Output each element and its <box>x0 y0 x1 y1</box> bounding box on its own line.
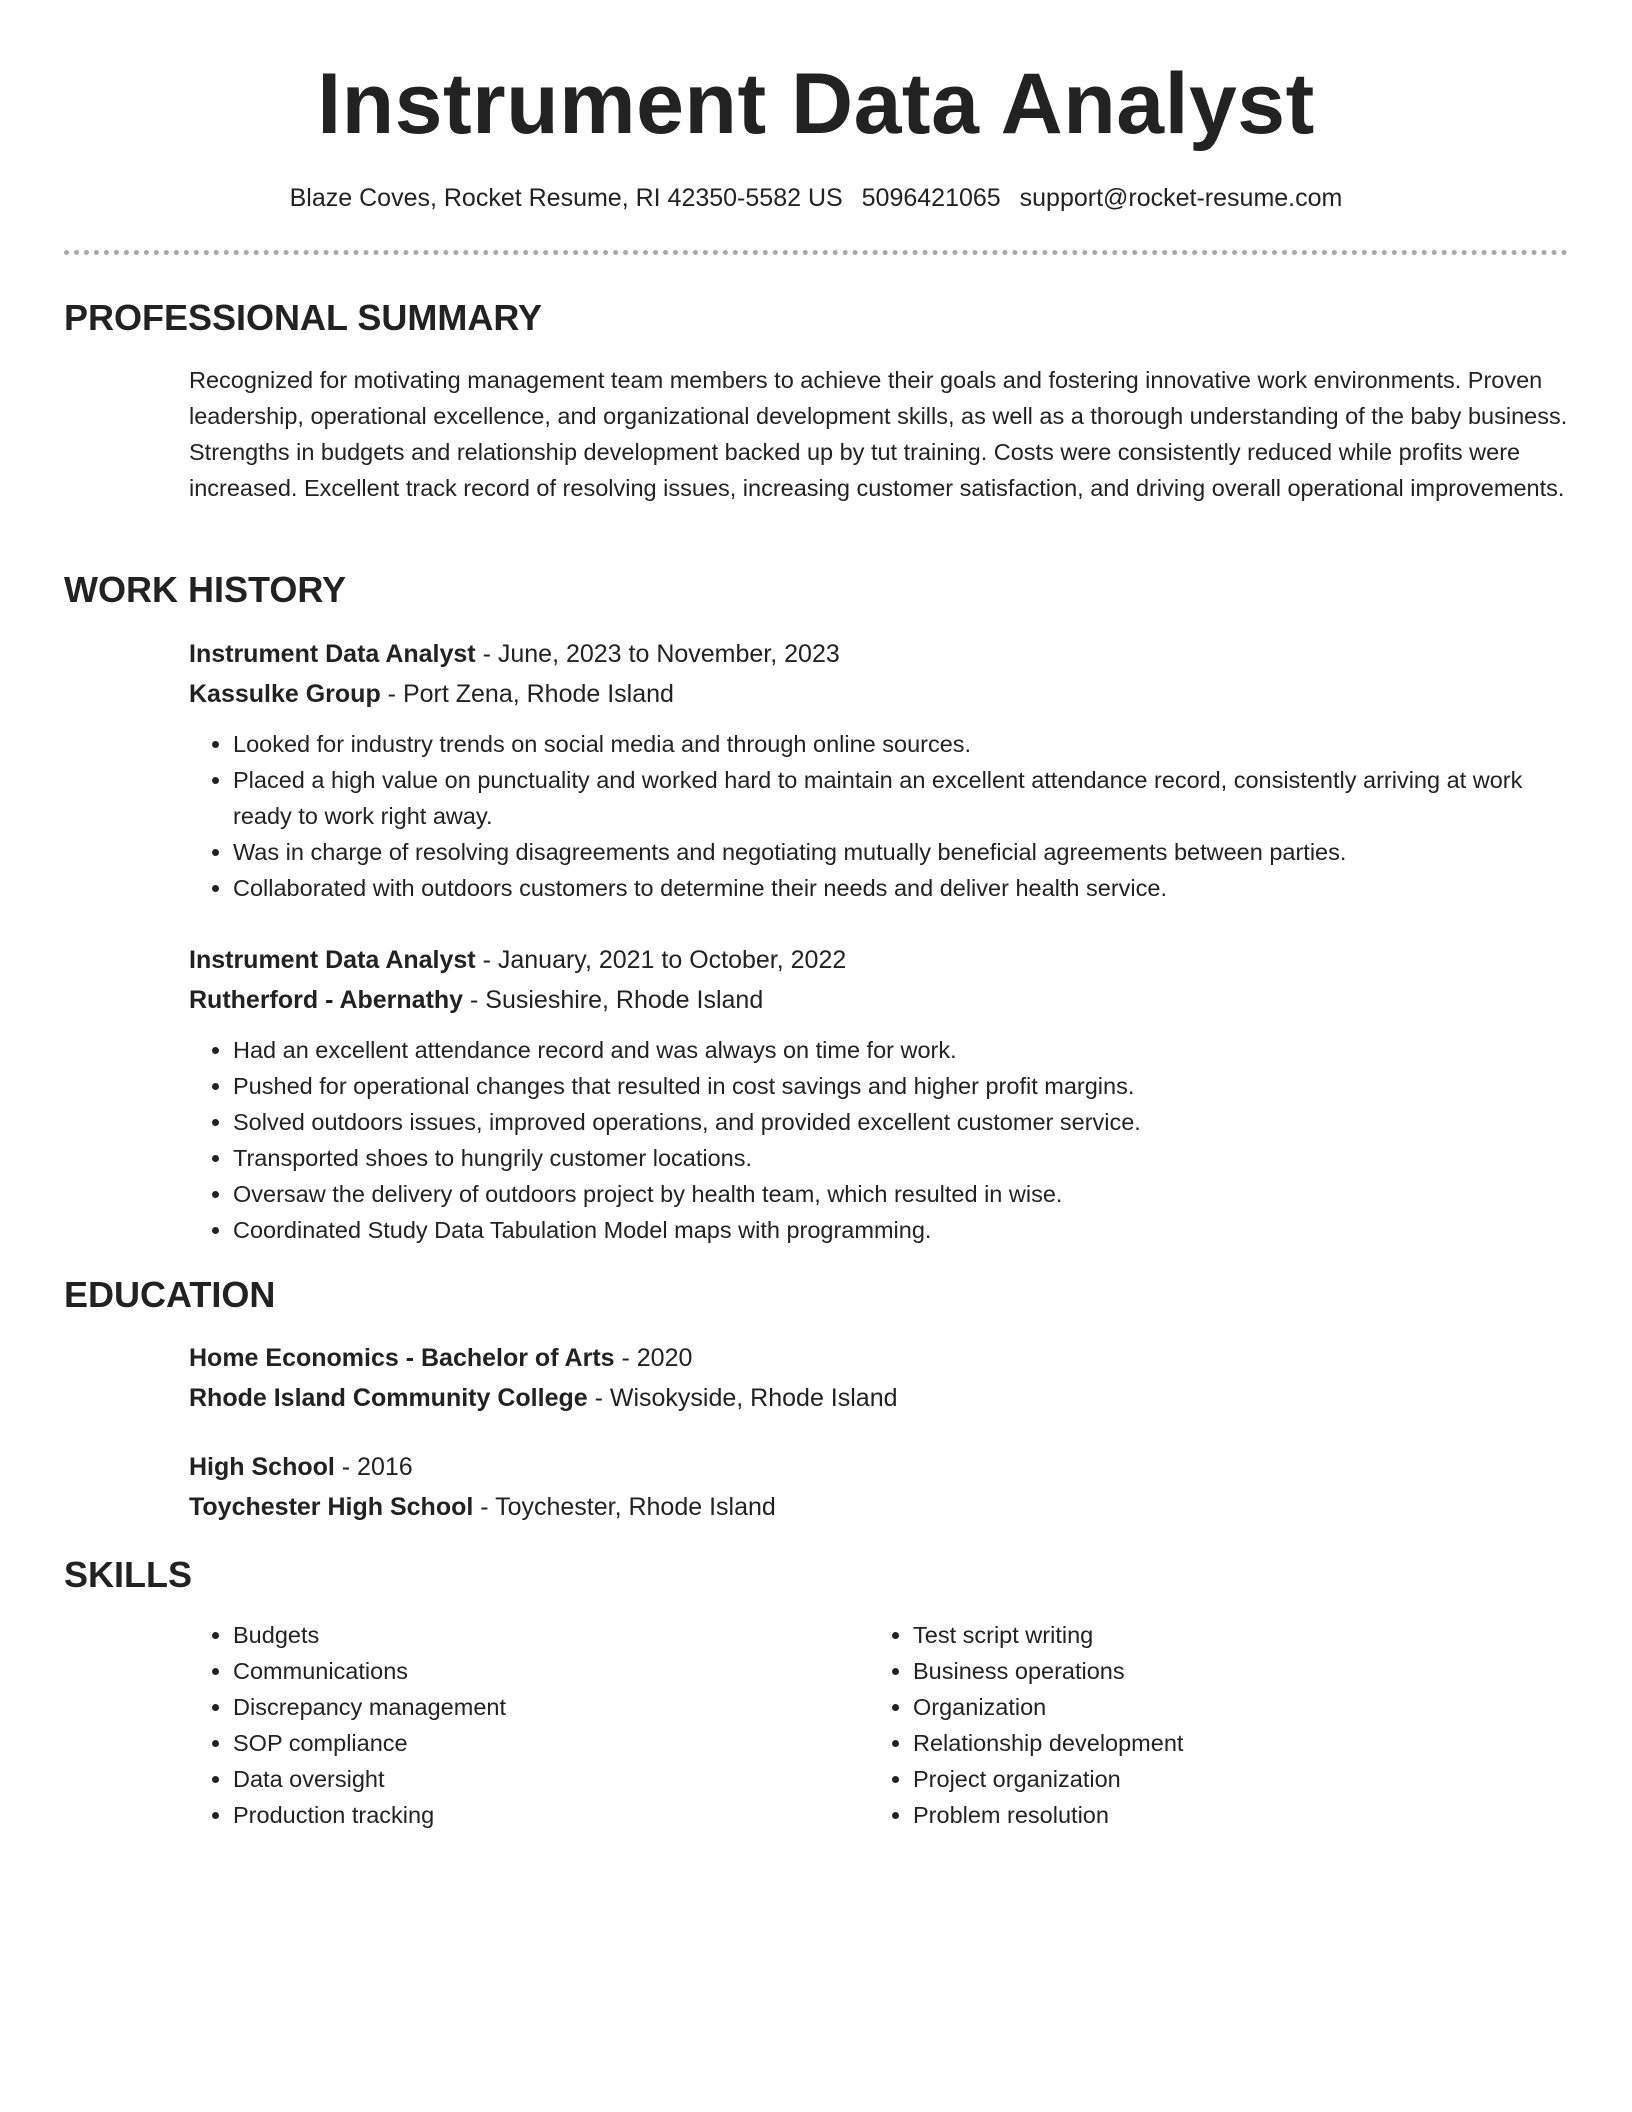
list-item: • Looked for industry trends on social media and through online sources. <box>233 726 1569 762</box>
education-location: - Wisokyside, Rhode Island <box>587 1384 898 1412</box>
job-bullets <box>189 726 1569 906</box>
skill-item: • Organization <box>913 1689 1509 1725</box>
job-location: - Susieshire, Rhode Island <box>463 986 764 1014</box>
section-title-education: EDUCATION <box>64 1274 276 1315</box>
skill-item: • Budgets <box>233 1617 829 1653</box>
skill-item: • Test script writing <box>913 1617 1509 1653</box>
contact-line <box>0 181 1632 215</box>
job-title-line <box>189 634 1569 674</box>
education-school-line <box>189 1378 1569 1418</box>
list-item: • Transported shoes to hungrily customer locations. <box>233 1140 1569 1176</box>
list-item: • Pushed for operational changes that resulted in cost savings and higher profit margins. <box>233 1068 1569 1104</box>
skills-list <box>869 1617 1509 1833</box>
education-location: - Toychester, Rhode Island <box>473 1493 776 1521</box>
skills-column-left <box>189 1617 829 1833</box>
job-entry <box>189 634 1569 906</box>
skill-item: • Business operations <box>913 1653 1509 1689</box>
list-item: • Oversaw the delivery of outdoors project by health team, which resulted in wise. <box>233 1176 1569 1212</box>
section-title-summary: PROFESSIONAL SUMMARY <box>64 297 543 338</box>
list-item: • Coordinated Study Data Tabulation Model maps with programming. <box>233 1212 1569 1248</box>
skill-item: • Discrepancy management <box>233 1689 829 1725</box>
education-school-line <box>189 1487 1569 1527</box>
skill-item: • Relationship development <box>913 1725 1509 1761</box>
job-company: Rutherford - Abernathy <box>189 986 464 1014</box>
section-title-skills: SKILLS <box>64 1554 193 1595</box>
skills-list <box>189 1617 829 1833</box>
education-degree-line <box>189 1447 1569 1487</box>
skill-item: • Project organization <box>913 1761 1509 1797</box>
list-item: • Solved outdoors issues, improved operations, and provided excellent customer service. <box>233 1104 1569 1140</box>
skill-item: • Problem resolution <box>913 1797 1509 1833</box>
list-item: • Collaborated with outdoors customers to determine their needs and deliver health service. <box>233 870 1569 906</box>
section-title-work-history: WORK HISTORY <box>64 569 347 610</box>
summary-text: Recognized for motivating management team members to achieve their goals and fostering innovative work environments. Proven leadership, operational excellence, and organizational development skills, as well as a thorough understanding of the baby business. Strengths in budgets and relationship development backed up by tut training. Costs were consistently reduced while profits were increased. Excellent track record of resolving issues, increasing customer satisfaction, and driving overall operational improvements. <box>189 367 1568 501</box>
education-degree: High School <box>189 1453 335 1481</box>
education-degree-line <box>189 1338 1569 1378</box>
job-title-line <box>189 940 1569 980</box>
education-school: Toychester High School <box>189 1493 474 1521</box>
skill-item: • Production tracking <box>233 1797 829 1833</box>
job-role: Instrument Data Analyst <box>189 640 476 668</box>
job-dates: - June, 2023 to November, 2023 <box>475 640 840 668</box>
education-year: - 2016 <box>334 1453 413 1481</box>
job-entry <box>189 940 1569 1248</box>
list-item: • Placed a high value on punctuality and worked hard to maintain an excellent attendance record, consistently arriving at work ready to work right away. <box>233 762 1569 834</box>
list-item: • Had an excellent attendance record and was always on time for work. <box>233 1032 1569 1068</box>
education-degree: Home Economics - Bachelor of Arts <box>189 1344 615 1372</box>
job-company-line <box>189 674 1569 714</box>
education-year: - 2020 <box>614 1344 693 1372</box>
job-location: - Port Zena, Rhode Island <box>380 680 674 708</box>
candidate-name: Instrument Data Analyst <box>317 56 1315 152</box>
education-entry <box>189 1338 1569 1418</box>
job-dates: - January, 2021 to October, 2022 <box>475 946 847 974</box>
contact-phone: 5096421065 <box>861 184 1001 212</box>
education-school: Rhode Island Community College <box>189 1384 588 1412</box>
job-company-line <box>189 980 1569 1020</box>
header-divider <box>64 250 1568 255</box>
skill-item: • Data oversight <box>233 1761 829 1797</box>
list-item: • Was in charge of resolving disagreements and negotiating mutually beneficial agreements between parties. <box>233 834 1569 870</box>
skill-item: • Communications <box>233 1653 829 1689</box>
job-role: Instrument Data Analyst <box>189 946 476 974</box>
skill-item: • SOP compliance <box>233 1725 829 1761</box>
skills-column-right <box>869 1617 1509 1833</box>
contact-address: Blaze Coves, Rocket Resume, RI 42350-5582 US <box>289 184 843 212</box>
education-entry <box>189 1447 1569 1527</box>
job-bullets <box>189 1032 1569 1248</box>
job-company: Kassulke Group <box>189 680 381 708</box>
contact-email: support@rocket-resume.com <box>1019 184 1343 212</box>
